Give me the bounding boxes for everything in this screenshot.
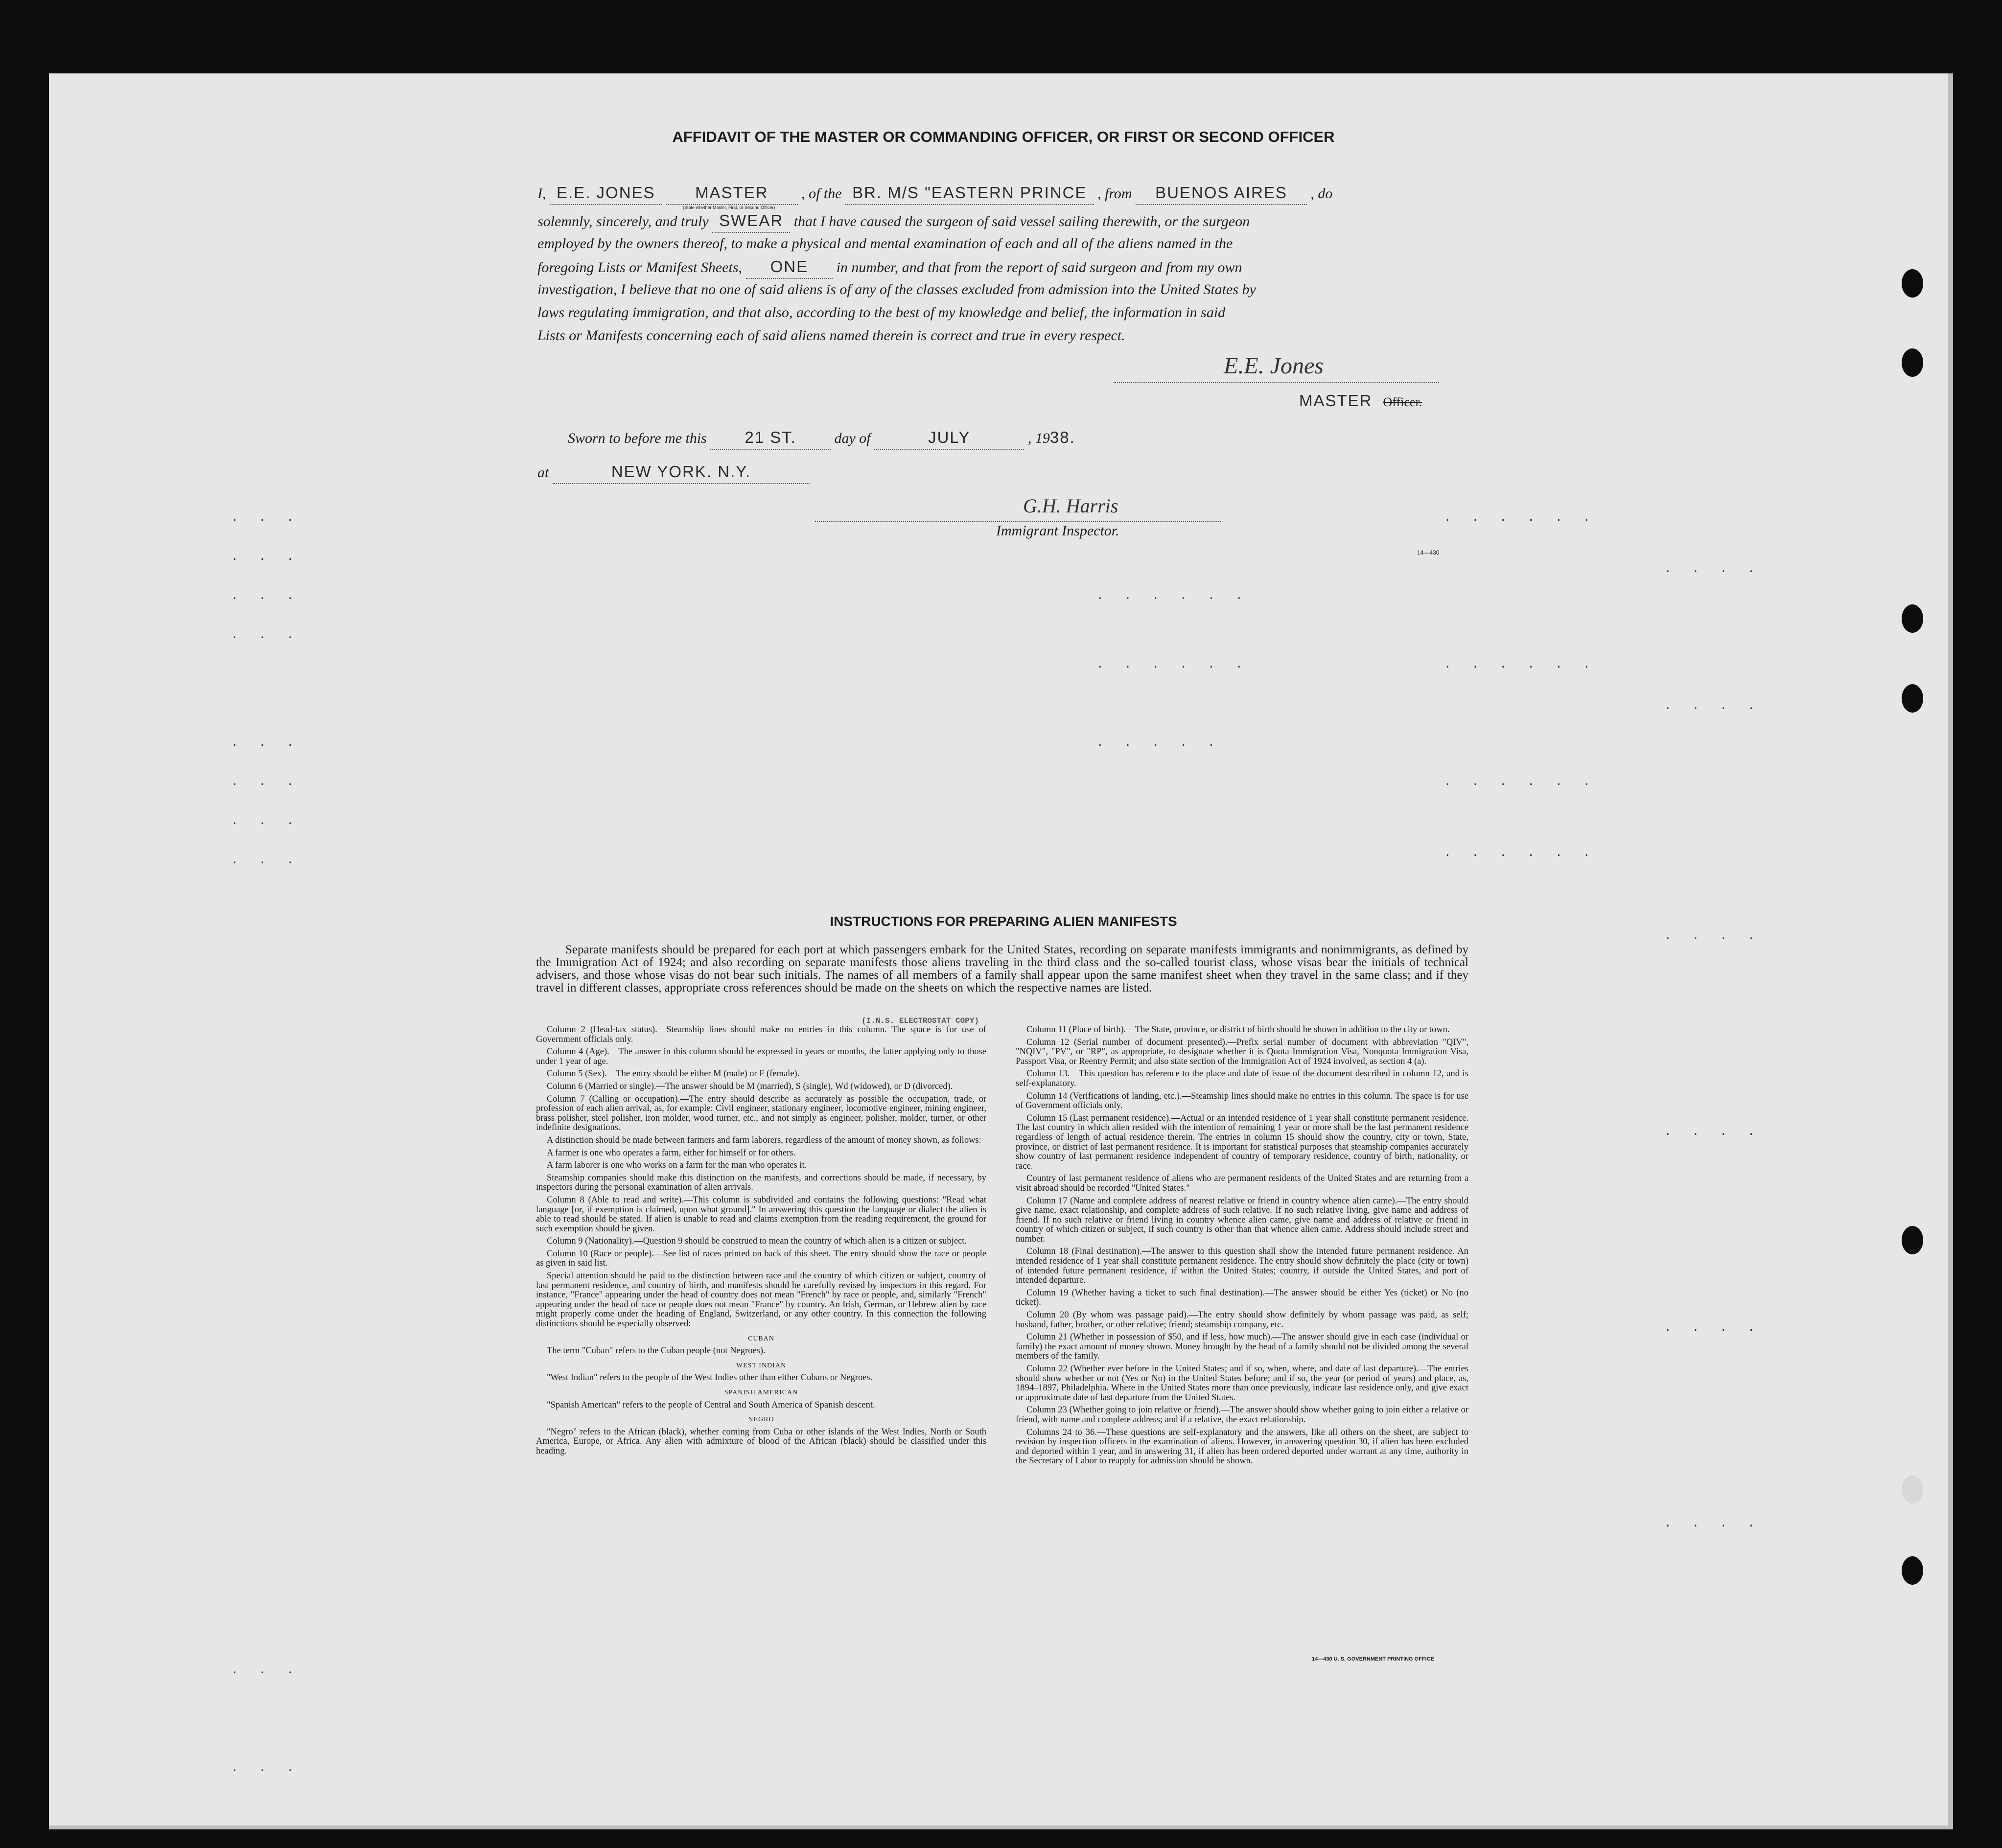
place-line: at NEW YORK. N.Y.: [537, 460, 1027, 484]
affidavit-line-6: laws regulating immigration, and that also, according to the best of my knowledge and belief, the information in said: [537, 304, 1226, 321]
instruction-paragraph: Column 10 (Race or people).—See list of races printed on back of this sheet. The entry should show the race or people as given in said list.: [536, 1248, 986, 1269]
bleed-dots: . . .: [231, 776, 301, 789]
instruction-paragraph: Column 17 (Name and complete address of nearest relative or friend in country whence alien came).—The entry should give name, exact relationship, and complete address of such relative. If no such relative living, give name and address of friend. If no such relative or friend living in country whence alien came, give name and address of relative or friend in country of which citizen or subject, if such country is other than that whence alien came. Address should include street and number.: [1016, 1196, 1468, 1244]
inspector-line: [815, 521, 1221, 522]
binder-hole: [1902, 1476, 1923, 1504]
affidavit-line-1: I, E.E. JONES MASTER , of the BR. M/S "EASTERN PRINCE , from BUENOS AIRES , do: [537, 181, 1472, 205]
bleed-dots: . . . .: [1664, 1321, 1762, 1335]
bleed-dots: . . .: [231, 629, 301, 642]
affidavit-line-4: foregoing Lists or Manifest Sheets, ONE in number, and that from the report of said surgeon and from my own: [537, 255, 1472, 279]
bleed-dots: . . .: [231, 551, 301, 564]
count-field: ONE: [746, 255, 833, 279]
signature-line: [1114, 382, 1439, 383]
rank-note: (State whether Master, First, or Second Officer): [683, 205, 775, 210]
instruction-paragraph: Column 14 (Verifications of landing, etc.).—Steamship lines should make no entries in this column. The space is for use of Government officials only.: [1016, 1091, 1468, 1111]
bleed-dots: . . .: [231, 815, 301, 828]
place-field: NEW YORK. N.Y.: [553, 460, 810, 484]
bleed-dots: . . .: [231, 1762, 301, 1775]
binder-hole: [1902, 604, 1923, 633]
binder-hole: [1902, 269, 1923, 298]
instruction-paragraph: Column 5 (Sex).—The entry should be either M (male) or F (female).: [547, 1069, 800, 1079]
bleed-dots: . . . . . .: [1096, 658, 1250, 671]
bleed-dots: . . . . . .: [1444, 658, 1597, 671]
binder-hole: [1902, 684, 1923, 713]
instruction-paragraph: Column 6 (Married or single).—The answer should be M (married), S (single), Wd (widowed), or D (divorced).: [547, 1081, 953, 1091]
instruction-paragraph: Column 18 (Final destination).—The answer to this question shall show the intended future permanent residence. An intended residence of 1 year shall constitute permanent residence. The entry should show definitely the place (city or town) of intended future permanent residence, if within the United States; country, if outside the United States, and port of intended departure.: [1016, 1247, 1468, 1286]
bleed-dots: . . .: [231, 737, 301, 750]
cuban-text: The term "Cuban" refers to the Cuban people (not Negroes).: [547, 1346, 766, 1356]
signer-title: MASTER Officer.: [1299, 392, 1422, 410]
ship-field: BR. M/S "EASTERN PRINCE: [845, 181, 1094, 205]
form-number: 14—430: [1417, 549, 1440, 556]
instruction-paragraph: Column 7 (Calling or occupation).—The entry should describe as accurately as possible the occupation, trade, or profession of each alien arrival, as, for example: Civil engineer, stationary engineer, locomotive engineer, mining engineer, brass polisher, steel polisher, iron molder, wood turner, etc., and not simply as engineer, polisher, molder, turner, or other indefinite designations.: [536, 1094, 986, 1133]
binder-hole: [1902, 1556, 1923, 1585]
sworn-line: Sworn to before me this 21 ST. day of JULY , 1938.: [568, 426, 1253, 450]
bleed-dots: . . . . . .: [1444, 511, 1597, 525]
port-field: BUENOS AIRES: [1136, 181, 1307, 205]
bleed-dots: . . .: [231, 511, 301, 525]
instruction-paragraph: Special attention should be paid to the distinction between race and the country of which citizen or subject, country of last permanent residence, and country of birth, and manifests should be carefully revised by inspectors in this regard. For instance, "France" appearing under the head of country does not mean "French" by race or people, and, similarly "French" appearing under the head of race or people does not mean "France" by country. An Irish, German, or Hebrew alien by race might properly come under the heading of England, Switzerland, or any other country. In this connection the following distinctions should be especially observed:: [536, 1271, 986, 1329]
instructions-left-column: [536, 1025, 986, 1459]
instruction-paragraph: A farm laborer is one who works on a farm for the man who operates it.: [547, 1160, 807, 1171]
instruction-paragraph: Column 20 (By whom was passage paid).—The entry should show definitely by whom passage was paid, as self; husband, father, brother, or other relative; friend; steamship company, etc.: [1016, 1310, 1468, 1330]
bleed-dots: . . . .: [1664, 1517, 1762, 1530]
instruction-paragraph: Column 12 (Serial number of document presented).—Prefix serial number of document with abbreviation "QIV", "NQIV", "PV", or "RP", as appropriate, to designate whether it is Quota Immigration Visa, Nonquota Immigration Visa, Passport Visa, or Reentry Permit; and also state section of the Immigration Act of 1924 involved, as section 4 (a).: [1016, 1037, 1468, 1066]
heading-spanish-american: SPANISH AMERICAN: [724, 1389, 798, 1396]
instruction-paragraph: Column 4 (Age).—The answer in this column should be expressed in years or months, the latter applying only to those under 1 year of age.: [536, 1047, 986, 1066]
bleed-dots: . . . .: [1664, 563, 1762, 576]
instruction-paragraph: Column 19 (Whether having a ticket to such final destination).—The answer should be either Yes (ticket) or No (no ticket).: [1016, 1288, 1468, 1308]
instruction-paragraph: Column 11 (Place of birth).—The State, province, or district of birth should be shown in addition to the city or town.: [1026, 1025, 1450, 1035]
oath-field: SWEAR: [712, 209, 790, 233]
instruction-paragraph: Column 8 (Able to read and write).—This column is subdivided and contains the following questions: "Read what language [or, if exemption is claimed, upon what ground]." In answering this question the language or dialect the alien is able to read should be stated. If alien is unable to read and claims exemption from the reading requirement, the ground for such exemption should be given.: [536, 1195, 986, 1234]
inspector-label: Immigrant Inspector.: [996, 523, 1119, 539]
instruction-paragraph: Column 9 (Nationality).—Question 9 should be construed to mean the country of which alien is a citizen or subject.: [547, 1236, 967, 1247]
instruction-paragraph: Steamship companies should make this distinction on the manifests, and corrections should be made, if necessary, by inspectors during the personal examination of alien arrivals.: [536, 1173, 986, 1193]
bleed-dots: . . . .: [1664, 1126, 1762, 1139]
bleed-dots: . . . . . .: [1444, 776, 1597, 789]
copy-stamp: (I.N.S. ELECTROSTAT COPY): [861, 1016, 979, 1025]
printing-office-footer: 14—430 U. S. GOVERNMENT PRINTING OFFICE: [1312, 1656, 1434, 1662]
heading-negro: NEGRO: [748, 1416, 774, 1424]
instruction-paragraph: Column 13.—This question has reference to the place and date of issue of the document described in column 12, and is self-explanatory.: [1016, 1069, 1468, 1088]
instruction-paragraph: A distinction should be made between farmers and farm laborers, regardless of the amount of money shown, as follows:: [547, 1135, 981, 1145]
bleed-dots: . . .: [231, 590, 301, 603]
instructions-title: INSTRUCTIONS FOR PREPARING ALIEN MANIFESTS: [830, 914, 1177, 929]
master-signature: E.E. Jones: [1224, 353, 1324, 379]
instruction-paragraph: Country of last permanent residence of aliens who are permanent residents of the United States and are returning from a visit abroad should be recorded "United States.": [1016, 1174, 1468, 1193]
inspector-signature: G.H. Harris: [1023, 495, 1118, 517]
spanish-american-text: "Spanish American" refers to the people of Central and South America of Spanish descent.: [547, 1400, 875, 1410]
heading-cuban: CUBAN: [747, 1335, 774, 1342]
instruction-paragraph: Column 15 (Last permanent residence).—Actual or an intended residence of 1 year shall constitute permanent residence. The last country in which alien resided with the intention of remaining 1 year or more shall be the last permanent residence regardless of length of actual residence therein. The entries in column 15 should show the country, city or town, State, province, or district of last permanent residence. It is important for statistical purposes that steamship companies accurately show country of last permanent residence independent of country of temporary residence, country of birth, nationality, or race.: [1016, 1113, 1468, 1171]
instructions-intro: Separate manifests should be prepared for each port at which passengers embark for the United States, recording on separate manifests immigrants and nonimmigrants, as defined by the Immigration Act of 1924; and also recording on separate manifests those aliens traveling in the third class and the so-called tourist class, whose visas bear the initials of technical advisers, and those whose visas do not bear such initials. The names of all members of a family shall appear upon the same manifest sheet when they travel in the same class; and if they travel in different classes, appropriate cross references should be made on the sheets on which the respective names are listed.: [536, 943, 1468, 994]
affidavit-line-3: employed by the owners thereof, to make a physical and mental examination of each and all of the aliens named in the: [537, 235, 1233, 252]
day-field: 21 ST.: [710, 426, 831, 450]
instruction-paragraph: Column 22 (Whether ever before in the United States; and if so, when, where, and date of last departure).—The entries should show whether or not (Yes or No) in the United States before; and if so, the year (or period of years) and place, as, 1894–1897, Philadelphia. Where in the United States more than once previously, indicate last residence only, and give exact or approximate date of last departure from the United States.: [1016, 1364, 1468, 1403]
instructions-right-column: [1016, 1025, 1468, 1469]
negro-text: "Negro" refers to the African (black), whether coming from Cuba or other islands of the West Indies, North or South America, Europe, or Africa. Any alien with admixture of blood of the African (black) should be classified under this heading.: [536, 1427, 986, 1456]
bleed-dots: . . .: [231, 854, 301, 867]
bleed-dots: . . . . . .: [1096, 590, 1250, 603]
rank-field: MASTER: [666, 181, 798, 205]
bleed-dots: . . . . . .: [1444, 847, 1597, 860]
instruction-paragraph: Column 2 (Head-tax status).—Steamship lines should make no entries in this column. The space is for use of Government officials only.: [536, 1025, 986, 1044]
name-field: E.E. JONES: [550, 181, 662, 205]
instruction-paragraph: A farmer is one who operates a farm, either for himself or for others.: [547, 1148, 796, 1158]
bleed-dots: . . . .: [1664, 930, 1762, 943]
affidavit-line-2: solemnly, sincerely, and truly SWEAR that I have caused the surgeon of said vessel sailing therewith, or the surgeon: [537, 209, 1472, 233]
instruction-paragraph: Column 23 (Whether going to join relative or friend).—The answer should show whether going to join either a relative or friend, with name and complete address; and if a relative, the exact relationship.: [1016, 1405, 1468, 1425]
bleed-dots: . . . . .: [1096, 737, 1222, 750]
west-indian-text: "West Indian" refers to the people of the West Indies other than either Cubans or Negroes.: [547, 1373, 873, 1383]
instruction-paragraph: Column 21 (Whether in possession of $50, and if less, how much).—The answer should give in each case (individual or family) the exact amount of money shown. Money brought by the head of a family should not be divided among the several members of the family.: [1016, 1332, 1468, 1362]
binder-hole: [1902, 348, 1923, 377]
bleed-dots: . . .: [231, 1664, 301, 1677]
bleed-dots: . . . .: [1664, 700, 1762, 713]
heading-west-indian: WEST INDIAN: [736, 1362, 787, 1369]
affidavit-line-5: investigation, I believe that no one of said aliens is of any of the classes excluded from admission into the United States by: [537, 281, 1256, 298]
affidavit-line-7: Lists or Manifests concerning each of said aliens named therein is correct and true in every respect.: [537, 327, 1125, 344]
binder-hole: [1902, 1226, 1923, 1254]
affidavit-title: AFFIDAVIT OF THE MASTER OR COMMANDING OFFICER, OR FIRST OR SECOND OFFICER: [672, 128, 1335, 145]
instruction-paragraph: Columns 24 to 36.—These questions are self-explanatory and the answers, like all others on the sheet, are subject to revision by inspection officers in the examination of aliens. However, in answering question 30, if alien has been excluded and deported within 1 year, and in answering 31, if alien has been ordered deported under warrant at any time, authority in the Secretary of Labor to reapply for admission should be shown.: [1016, 1427, 1468, 1466]
month-field: JULY: [874, 426, 1024, 450]
